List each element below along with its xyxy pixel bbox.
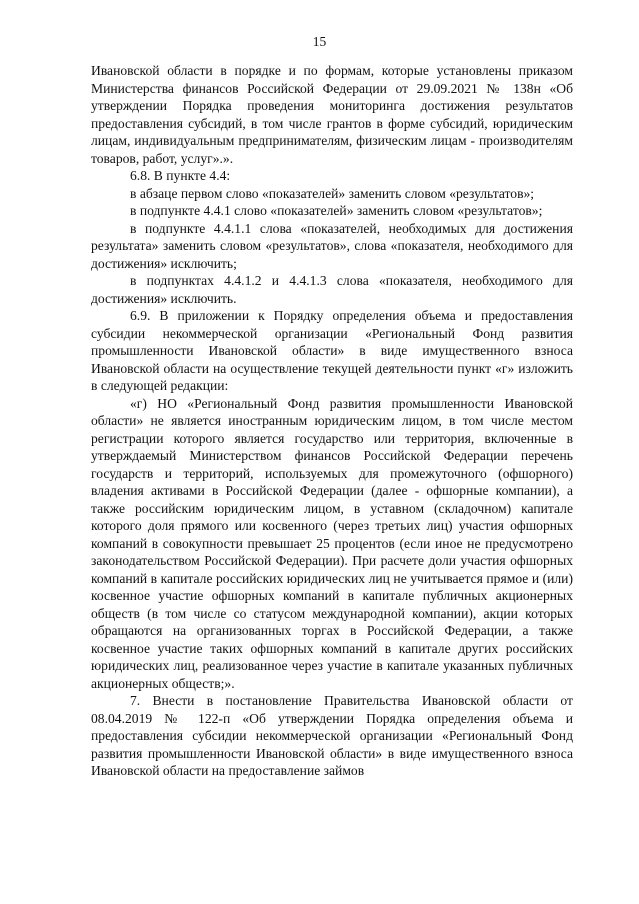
document-body xyxy=(91,62,573,780)
page-number: 15 xyxy=(312,34,327,49)
paragraph-6-8-4-4-1-1: в подпункте 4.4.1.1 слова «показателей, необходимых для достижения результата» заменить словом «результатов», слова «показателя, необходимого для достижения» исключить; xyxy=(91,220,573,271)
paragraph-6-8-4-4-1-2: в подпунктах 4.4.1.2 и 4.4.1.3 слова «показателя, необходимого для достижения» исключить. xyxy=(91,273,573,306)
paragraph-6-8-abzac: в абзаце первом слово «показателей» заменить словом «результатов»; xyxy=(130,185,535,201)
paragraph-6-9-item-g: «г) НО «Региональный Фонд развития промышленности Ивановской области» не является иностранным юридическим лицом, в том числе местом регистрации которого является государство или территория, включенные в утверждаемый Министерством финансов Российской Федерации перечень государств и территорий, используемых для промежуточного (офшорного) владения активами в Российской Федерации (далее - офшорные компании), а также российским юридическим лицом, в уставном (складочном) капитале которого доля прямого или косвенного (через третьих лиц) участия офшорных компаний в совокупности превышает 25 процентов (если иное не предусмотрено законодательством Российской Федерации). При расчете доли участия офшорных компаний в капитале российских юридических лиц не учитывается прямое и (или) косвенное участие офшорных компаний в капитале публичных акционерных обществ (в том числе со статусом международной компании), акции которых обращаются на организованных торгах в Российской Федерации, а также косвенное участие таких офшорных компаний в капитале других российских юридических лиц, реализованное через участие в капитале указанных публичных акционерных обществ;». xyxy=(91,395,573,691)
paragraph-6-8-4-4-1: в подпункте 4.4.1 слово «показателей» заменить словом «результатов»; xyxy=(130,203,543,218)
paragraph-6-9: 6.9. В приложении к Порядку определения объема и предоставления субсидии некоммерческой организации «Региональный Фонд развития промышленности Ивановской области» в виде имущественного взноса Ивановской области на осуществление текущей деятельности пункт «г» изложить в следующей редакции: xyxy=(91,308,573,393)
paragraph-continuation: Ивановской области в порядке и по формам, которые установлены приказом Министерства финансов Российской Федерации от 29.09.2021 № 138н «Об утверждении Порядка проведения мониторинга достижения результатов предоставления субсидий, в том числе грантов в форме субсидий, юридическим лицам, индивидуальным предпринимателям, физическим лицам - производителям товаров, работ, услуг».». xyxy=(91,63,573,166)
paragraph-6-8: 6.8. В пункте 4.4: xyxy=(130,168,231,183)
paragraph-7: 7. Внести в постановление Правительства Ивановской области от 08.04.2019 № 122-п «Об утверждении Порядка определения объема и предоставления субсидии некоммерческой организации «Региональный Фонд развития промышленности Ивановской области» в виде имущественного взноса Ивановской области на предоставление займов xyxy=(91,693,573,778)
